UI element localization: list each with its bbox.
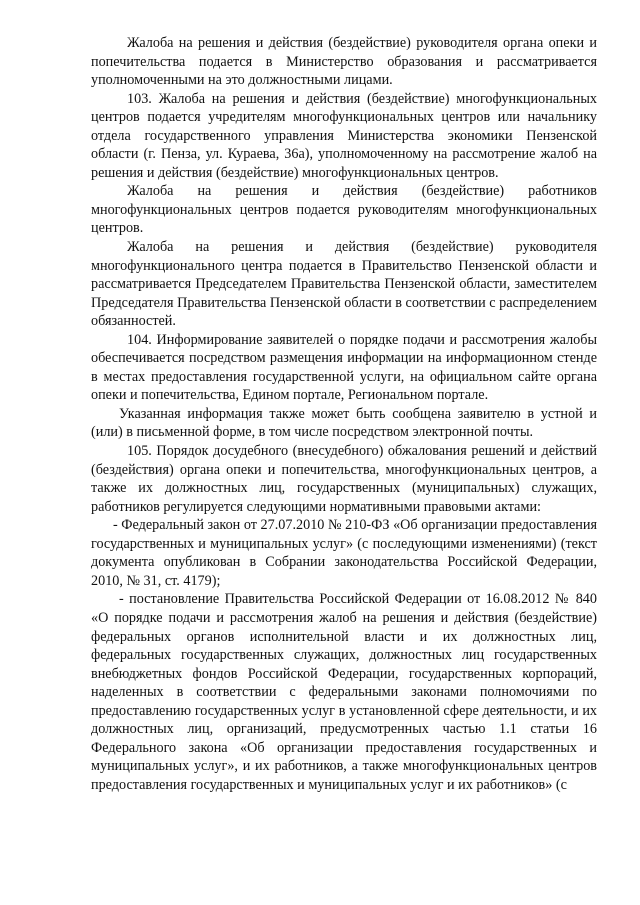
paragraph-guardianship-complaint: Жалоба на решения и действия (бездействие) руководителя органа опеки и попечительства подается в Министерство образования и рассматривается уполномоченными на это должностными лицами. bbox=[91, 35, 597, 89]
paragraph-mfc-head-complaint: Жалоба на решения и действия (бездействие) руководителя многофункционального центра подается в Правительство Пензенской области и рассматривается Председателем Правительства Пензенской области, заместителем Председателя Правительства Пензенской области в соответствии с распределением обязанностей. bbox=[91, 239, 597, 330]
list-item-government-decree: - постановление Правительства Российской Федерации от 16.08.2012 № 840 «О порядке подачи и рассмотрения жалоб на решения и действия (бездействие) федеральных органов исполнительной власти и их должностных лиц, федеральных государственных служащих, должностных лиц государственных внебюджетных фондов Российской Федерации, государственных корпораций, наделенных в соответствии с федеральными законами полномочиями по предоставлению государственных услуг в установленной сфере деятельности, и их должностных лиц, организаций, предусмотренных частью 1.1 статьи 16 Федерального закона «Об организации предоставления государственных и муниципальных услуг», и их работников, а также многофункциональных центров предоставления государственных и муниципальных услуг и их работников» (с bbox=[91, 591, 597, 793]
paragraph-105: 105. Порядок досудебного (внесудебного) обжалования решений и действий (бездействия) органа опеки и попечительства, многофункциональных центров, а также их должностных лиц, государственных (муниципальных) служащих, работников регулируется следующими нормативными правовыми актами: bbox=[91, 443, 597, 515]
document-page bbox=[91, 34, 597, 794]
paragraph-104: 104. Информирование заявителей о порядке подачи и рассмотрения жалобы обеспечивается посредством размещения информации на информационном стенде в местах предоставления государственной услуги, на официальном сайте органа опеки и попечительства, Едином портале, Региональном портале. bbox=[91, 331, 597, 404]
list-item-federal-law: - Федеральный закон от 27.07.2010 № 210-ФЗ «Об организации предоставления государственных и муниципальных услуг» (с последующими изменениями) (текст документа опубликован в Собрании законодательства Российской Федерации, 2010, № 31, ст. 4179); bbox=[91, 517, 597, 589]
paragraph-mfc-workers-complaint: Жалоба на решения и действия (бездействие) работников многофункциональных центров подается руководителям многофункциональных центров. bbox=[91, 183, 597, 237]
paragraph-info-communication: Указанная информация также может быть сообщена заявителю в устной и (или) в письменной форме, в том числе посредством электронной почты. bbox=[91, 405, 597, 441]
paragraph-103: 103. Жалоба на решения и действия (бездействие) многофункциональных центров подается учредителям многофункциональных центров или начальнику отдела государственного управления Министерства экономики Пензенской области (г. Пенза, ул. Кураева, 36а), уполномоченному на рассмотрение жалоб на решения и действия (бездействие) многофункциональных центров. bbox=[91, 90, 597, 181]
